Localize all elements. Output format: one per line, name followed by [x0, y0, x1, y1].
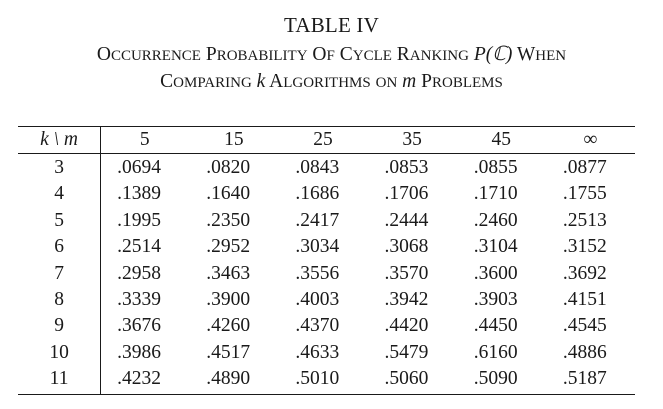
column-header: ∞ [583, 129, 598, 150]
title-word: ON [375, 75, 398, 91]
column-header: 5 [139, 129, 150, 150]
title-word: R [396, 44, 410, 65]
table-row [18, 287, 635, 313]
table-row [18, 366, 635, 392]
probability-cell: .3676 [117, 315, 161, 337]
probability-cell: .1995 [117, 209, 161, 231]
probability-cell: .3692 [562, 262, 607, 284]
probability-cell: .1755 [562, 183, 607, 205]
probability-cell: .2350 [206, 209, 251, 231]
probability-cell: .1686 [295, 183, 340, 205]
probability-cell: .0853 [384, 157, 429, 178]
title-word: HEN [535, 48, 567, 64]
title-math-m: m [402, 71, 417, 92]
title-word: CCURRENCE [110, 48, 201, 64]
title-word: P [421, 71, 432, 92]
title-word: ROBABILITY [216, 48, 308, 64]
probability-cell: .3463 [206, 262, 251, 284]
title-math-p-c: P(ℂ) [473, 44, 513, 65]
column-header: 45 [491, 129, 511, 150]
probability-cell: .4003 [295, 289, 340, 311]
probability-cell: .0694 [117, 157, 161, 178]
table-label: TABLE IV [284, 13, 379, 37]
title-word: OMPARING [173, 75, 252, 91]
table-row [18, 313, 635, 339]
header-corner-text: k \ m [40, 129, 79, 150]
title-word: C [339, 44, 353, 65]
row-k-value: 10 [49, 341, 69, 363]
probability-cell: .4151 [562, 289, 607, 311]
row-k-value: 8 [54, 289, 64, 311]
probability-cell: .3152 [562, 236, 607, 258]
probability-cell: .4517 [206, 341, 251, 363]
title-word: LGORITHMS [283, 75, 371, 91]
probability-cell: .3900 [206, 289, 251, 311]
probability-cell: .2417 [295, 209, 340, 231]
probability-cell: .4232 [117, 368, 161, 390]
title-word: ROBLEMS [432, 75, 503, 91]
table-title-line-1 [0, 43, 663, 68]
probability-cell: .3034 [295, 236, 340, 258]
probability-cell: .5479 [384, 341, 429, 363]
probability-cell: .3570 [384, 262, 429, 284]
probability-cell: .4545 [562, 315, 607, 337]
probability-cell: .2952 [206, 236, 251, 258]
probability-cell: .0855 [473, 157, 518, 178]
probability-cell: .4420 [384, 315, 429, 337]
title-word: W [516, 44, 536, 65]
probability-cell: .4633 [295, 341, 340, 363]
probability-cell: .3986 [117, 341, 161, 363]
title-word: O [312, 44, 327, 65]
probability-cell: .1710 [473, 183, 518, 205]
title-word: YCLE [352, 48, 392, 64]
probability-cell: .4890 [206, 368, 251, 390]
column-header: 25 [313, 129, 333, 150]
title-word: P [205, 44, 217, 65]
probability-cell: .4260 [206, 315, 251, 337]
probability-cell: .5187 [562, 368, 607, 390]
probability-cell: .5060 [384, 368, 429, 390]
table-row [18, 261, 635, 287]
probability-cell: .5010 [295, 368, 340, 390]
row-k-value: 9 [54, 315, 64, 337]
table-body [18, 153, 635, 393]
header-corner-k-m [18, 127, 100, 153]
probability-cell: .3903 [473, 289, 518, 311]
table-bottom-rule [18, 394, 635, 395]
table-row [18, 153, 635, 181]
probability-cell: .2513 [562, 209, 607, 231]
title-word: F [326, 48, 335, 64]
row-k-value: 3 [54, 157, 64, 178]
probability-cell: .0820 [206, 157, 251, 178]
table-row [18, 181, 635, 207]
probability-cell: .4450 [473, 315, 518, 337]
probability-cell: .4886 [562, 341, 607, 363]
probability-cell: .1640 [206, 183, 251, 205]
table-header-row [18, 127, 635, 153]
probability-cell: .6160 [473, 341, 518, 363]
probability-cell: .3600 [473, 262, 518, 284]
probability-table [18, 127, 635, 393]
table-row [18, 208, 635, 234]
probability-cell: .4370 [295, 315, 340, 337]
title-word: A [269, 71, 284, 92]
title-math-k: k [256, 71, 266, 92]
row-k-value: 5 [54, 209, 64, 231]
probability-cell: .3556 [295, 262, 340, 284]
probability-cell: .0843 [295, 157, 340, 178]
probability-cell: .3068 [384, 236, 429, 258]
probability-cell: .5090 [473, 368, 518, 390]
probability-cell: .2958 [117, 262, 161, 284]
row-k-value: 4 [54, 183, 64, 205]
probability-cell: .1706 [384, 183, 429, 205]
probability-cell: .3942 [384, 289, 429, 311]
probability-cell: .1389 [117, 183, 161, 205]
table-row [18, 340, 635, 366]
probability-cell: .2514 [117, 236, 161, 258]
row-k-value: 6 [54, 236, 64, 258]
title-word: O [96, 44, 111, 65]
title-word: C [160, 71, 174, 92]
table-title-line-2 [0, 70, 663, 95]
probability-cell: .2460 [473, 209, 518, 231]
row-k-value: 11 [49, 368, 69, 390]
column-header: 15 [224, 129, 244, 150]
title-word: ANKING [409, 48, 469, 64]
column-header: 35 [402, 129, 422, 150]
table-row [18, 234, 635, 260]
probability-cell: .0877 [562, 157, 607, 178]
probability-cell: .3104 [473, 236, 518, 258]
probability-cell: .3339 [117, 289, 161, 311]
row-k-value: 7 [54, 262, 64, 284]
probability-cell: .2444 [384, 209, 429, 231]
